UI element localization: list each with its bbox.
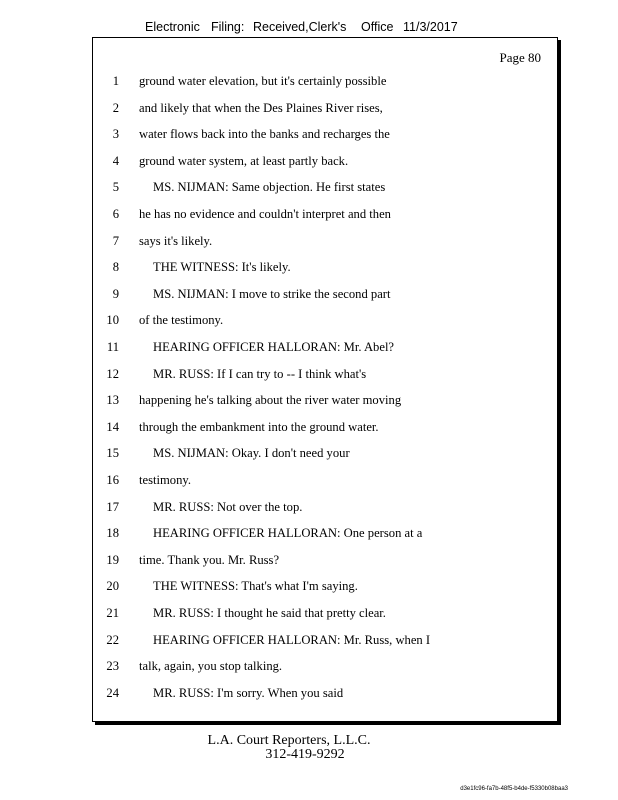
line-text: THE WITNESS: It's likely. <box>153 260 291 275</box>
line-text: happening he's talking about the river water moving <box>139 393 402 408</box>
page-number: Page 80 <box>499 50 541 65</box>
footer-phone: 312-419-9292 <box>265 747 345 762</box>
line-number: 10 <box>106 313 119 328</box>
line-number: 11 <box>106 340 119 354</box>
line-text: MR. RUSS: Not over the top. <box>153 499 303 514</box>
line-text: testimony. <box>139 473 192 487</box>
line-text: time. Thank you. Mr. Russ? <box>139 552 280 567</box>
line-number: 16 <box>106 473 119 487</box>
line-number: 6 <box>112 207 119 221</box>
line-text: MR. RUSS: I'm sorry. When you said <box>153 685 344 700</box>
line-text: THE WITNESS: That's what I'm saying. <box>153 579 358 594</box>
line-text: HEARING OFFICER HALLORAN: Mr. Russ, when I <box>153 632 431 647</box>
filing-stamp-header <box>0 20 618 38</box>
line-number: 3 <box>112 127 119 142</box>
transcript-line <box>93 101 553 121</box>
line-text: ground water elevation, but it's certainly possible <box>139 74 387 88</box>
line-number: 2 <box>112 100 119 115</box>
line-number: 15 <box>106 446 119 461</box>
line-text: water flows back into the banks and recharges the <box>139 127 390 142</box>
transcript-page-frame <box>92 37 558 722</box>
line-number: 18 <box>106 526 119 541</box>
line-number: 14 <box>106 419 119 434</box>
stamp-word-office: Office <box>361 20 394 34</box>
transcript-line <box>93 393 553 413</box>
footer-company: L.A. Court Reporters, L.L.C. <box>207 733 371 748</box>
line-number: 4 <box>112 153 119 168</box>
line-text: MS. NIJMAN: I move to strike the second part <box>153 286 391 301</box>
line-number: 7 <box>112 233 119 248</box>
line-number: 22 <box>106 632 119 647</box>
line-text: HEARING OFFICER HALLORAN: Mr. Abel? <box>153 340 395 354</box>
line-number: 24 <box>106 685 119 700</box>
transcript-line <box>93 340 553 360</box>
transcript-line <box>93 154 553 174</box>
line-number: 23 <box>106 659 119 674</box>
stamp-word-filing: Filing: <box>211 20 245 34</box>
line-text: and likely that when the Des Plaines River rises, <box>139 100 383 115</box>
line-number: 1 <box>112 74 119 88</box>
transcript-line <box>93 180 553 200</box>
line-text: ground water system, at least partly back. <box>139 153 349 168</box>
line-text: MR. RUSS: I thought he said that pretty clear. <box>153 606 386 620</box>
line-text: he has no evidence and couldn't interpret and then <box>139 207 391 221</box>
line-number: 13 <box>106 393 119 408</box>
transcript-line <box>93 633 553 653</box>
transcript-line <box>93 74 553 94</box>
line-text: says it's likely. <box>139 233 213 248</box>
transcript-line <box>93 234 553 254</box>
transcript-line <box>93 287 553 307</box>
transcript-line <box>93 500 553 520</box>
transcript-line <box>93 686 553 706</box>
transcript-line <box>93 207 553 227</box>
line-text: of the testimony. <box>139 313 224 328</box>
line-number: 9 <box>112 286 119 301</box>
line-number: 12 <box>106 366 119 381</box>
transcript-line <box>93 659 553 679</box>
line-text: MS. NIJMAN: Same objection. He first states <box>153 180 386 195</box>
transcript-line <box>93 127 553 147</box>
line-number: 19 <box>106 552 119 567</box>
transcript-line <box>93 473 553 493</box>
line-number: 20 <box>106 579 119 594</box>
transcript-line <box>93 367 553 387</box>
transcript-line <box>93 313 553 333</box>
stamp-word-electronic: Electronic <box>145 20 200 34</box>
line-number: 8 <box>112 260 119 275</box>
transcript-line <box>93 526 553 546</box>
line-text: MR. RUSS: If I can try to -- I think what's <box>153 366 367 381</box>
transcript-line <box>93 446 553 466</box>
transcript-line <box>93 420 553 440</box>
document-hash: d3e1fc96-fa7b-48f5-b4de-f5330b08baa3 <box>460 786 568 792</box>
line-text: talk, again, you stop talking. <box>139 659 283 674</box>
transcript-line <box>93 553 553 573</box>
transcript-line <box>93 260 553 280</box>
line-number: 17 <box>106 499 119 514</box>
stamp-date: 11/3/2017 <box>403 20 458 34</box>
line-text: through the embankment into the ground water. <box>139 419 379 434</box>
line-number: 21 <box>106 606 119 620</box>
line-text: HEARING OFFICER HALLORAN: One person at a <box>153 526 423 541</box>
line-text: MS. NIJMAN: Okay. I don't need your <box>153 446 350 461</box>
transcript-line <box>93 579 553 599</box>
transcript-line <box>93 606 553 626</box>
line-number: 5 <box>112 180 119 195</box>
stamp-word-received: Received,Clerk's <box>253 20 347 34</box>
